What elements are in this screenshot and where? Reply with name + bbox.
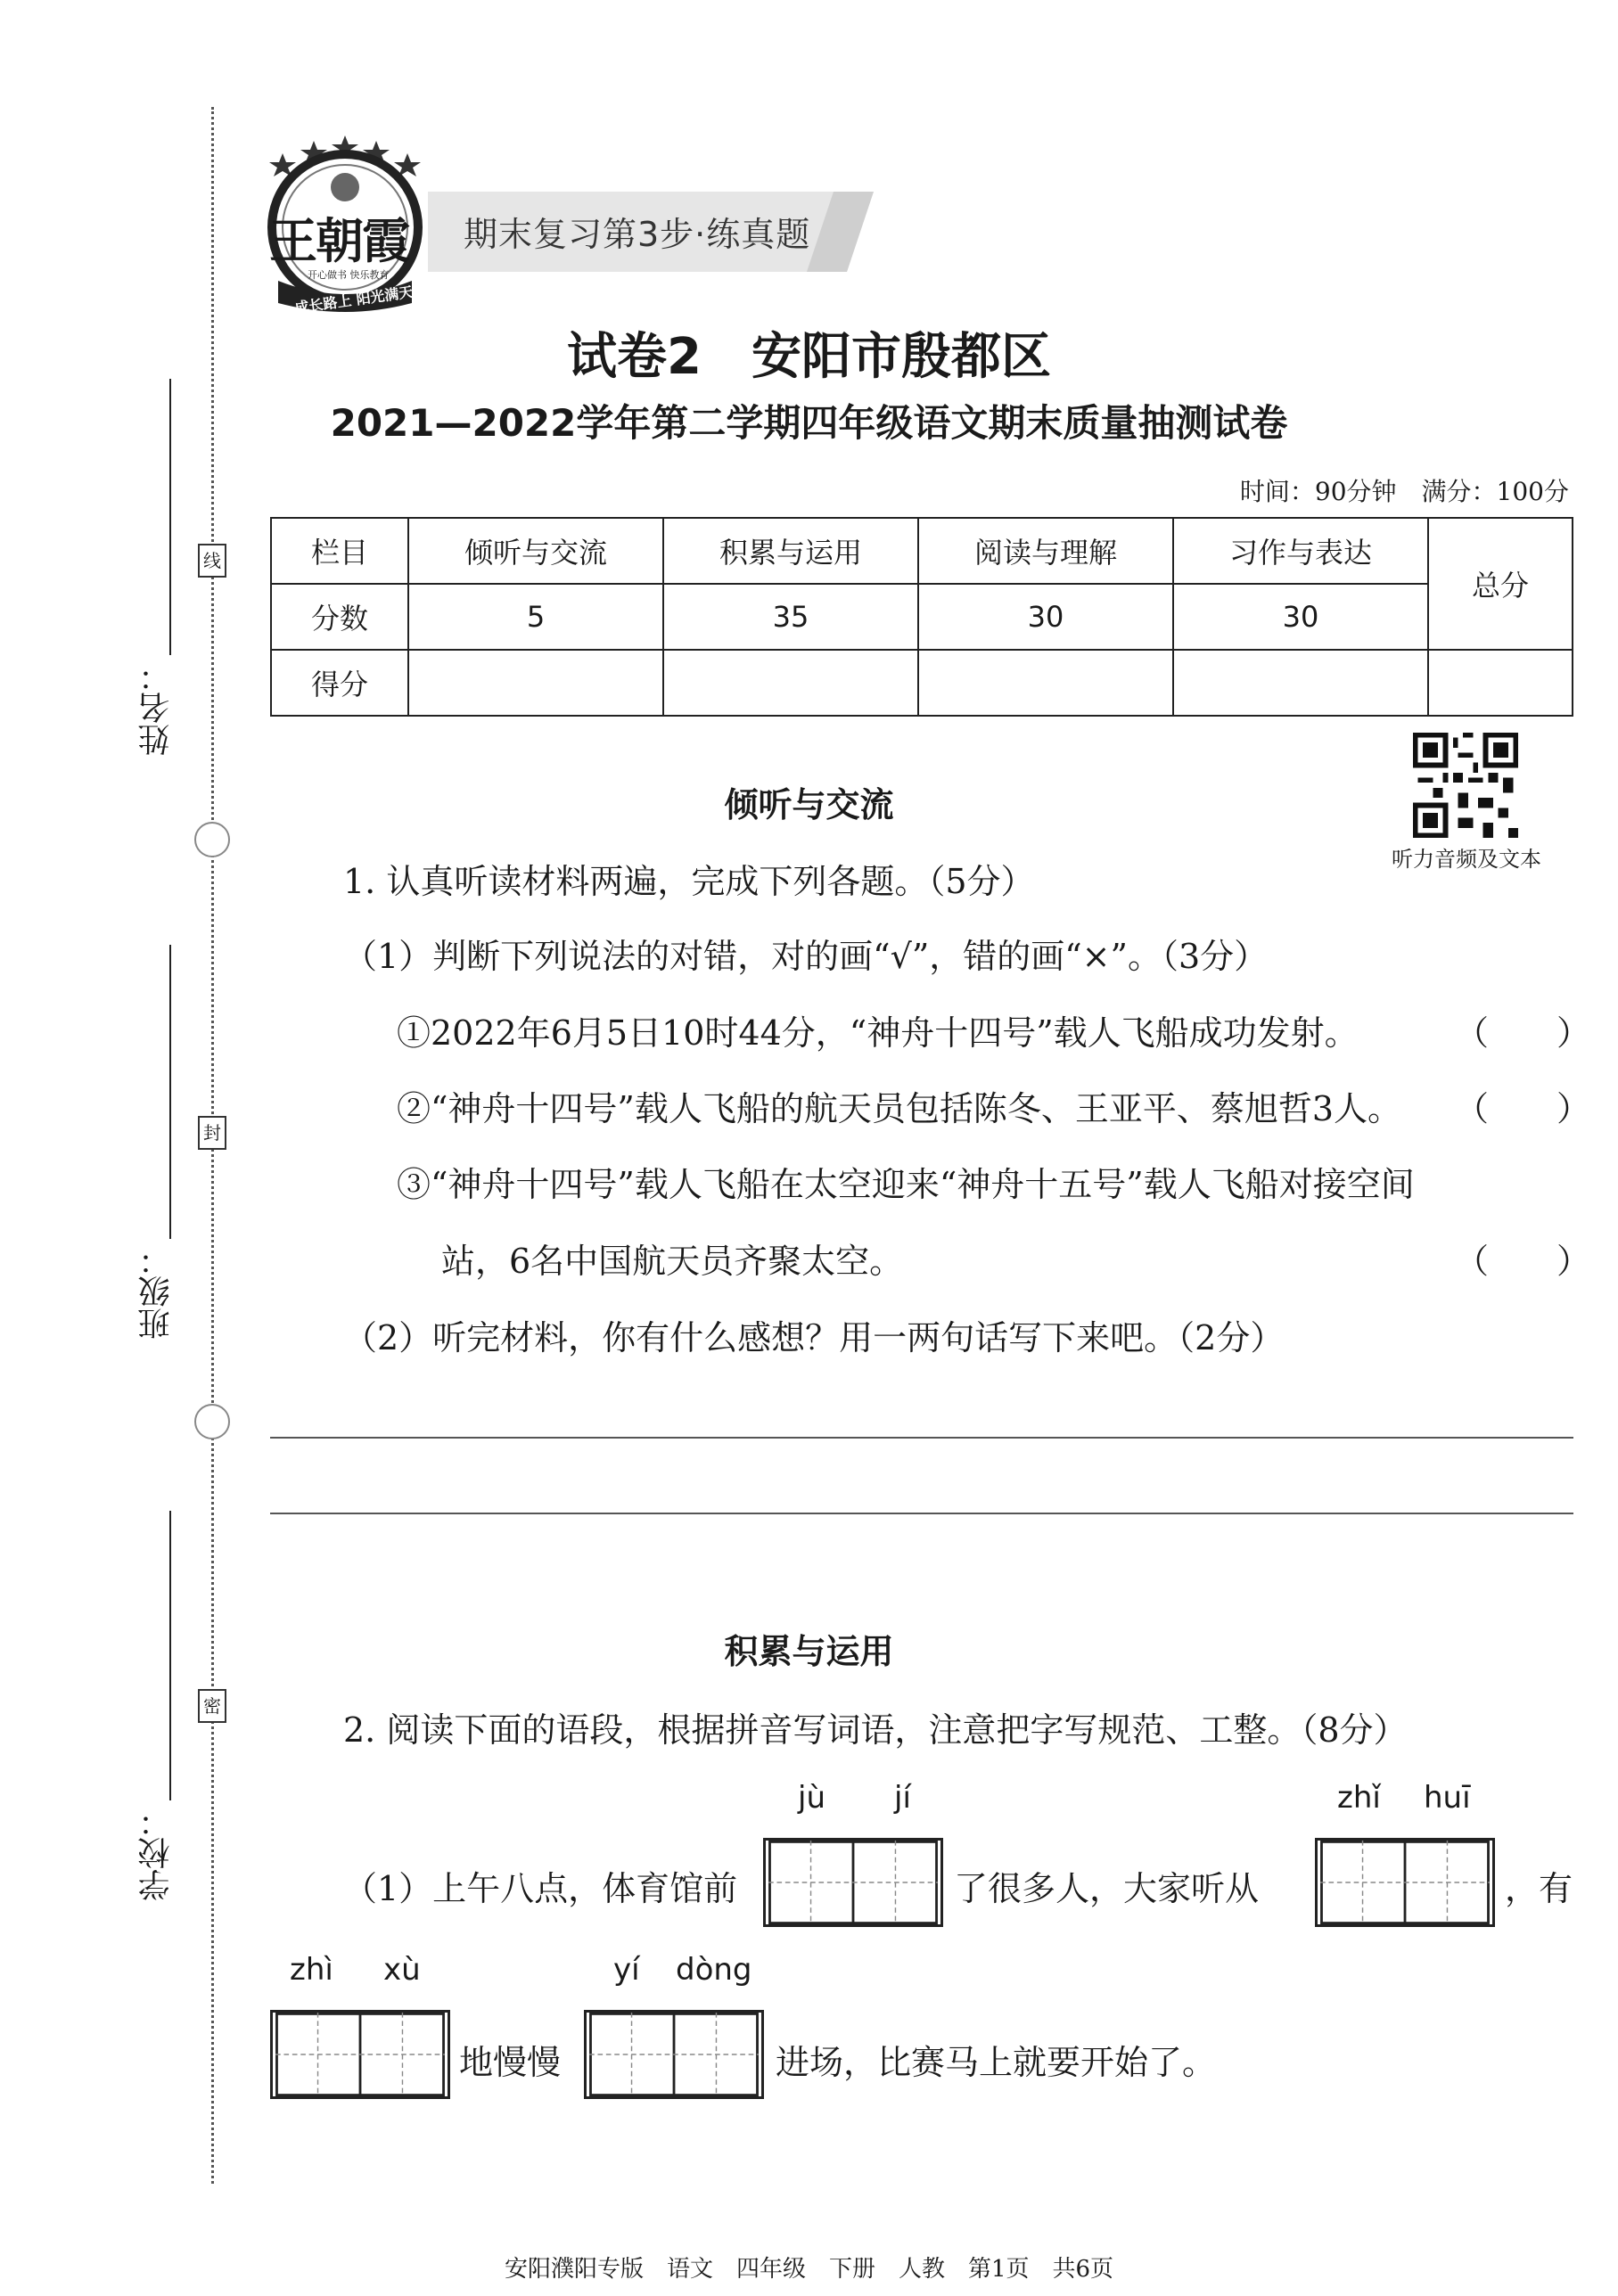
score-table bbox=[270, 517, 1573, 717]
score-input-cell[interactable] bbox=[663, 650, 918, 716]
class-write-line bbox=[169, 945, 171, 1239]
answer-parens[interactable]: （ ） bbox=[1455, 1089, 1591, 1128]
judge-item-3-cont: 站，6名中国航天员齐聚太空。 bbox=[441, 1242, 904, 1281]
fill-sentence-1b: 了很多人，大家听从 bbox=[954, 1869, 1260, 1908]
pinyin-label: jù bbox=[798, 1780, 825, 1816]
writing-grid[interactable] bbox=[1315, 1838, 1495, 1927]
seal-mark-line: 线 bbox=[198, 544, 226, 578]
answer-parens[interactable]: （ ） bbox=[1455, 1242, 1591, 1281]
section-heading-accumulation: 积累与运用 bbox=[724, 1632, 894, 1671]
fill-sentence-1c: ，有 bbox=[1505, 1869, 1573, 1908]
judge-item-3: ③“神舟十四号”载人飞船在太空迎来“神舟十五号”载人飞船对接空间 bbox=[397, 1165, 1415, 1204]
logo-slogan: 开心做书 快乐教育 bbox=[308, 269, 390, 281]
fill-sentence-2b: 进场，比赛马上就要开始了。 bbox=[776, 2043, 1217, 2082]
table-header-cell: 积累与运用 bbox=[663, 518, 918, 584]
table-cell: 35 bbox=[663, 584, 918, 650]
logo-ribbon: 成长路上 阳光满天 bbox=[293, 283, 415, 317]
table-row-label: 得分 bbox=[271, 650, 408, 716]
score-input-cell[interactable] bbox=[408, 650, 663, 716]
pinyin-label: zhì bbox=[290, 1952, 333, 1988]
table-header-cell: 习作与表达 bbox=[1173, 518, 1428, 584]
writing-grid[interactable] bbox=[763, 1838, 943, 1927]
question-2: 2. 阅读下面的语段，根据拼音写词语，注意把字写规范、工整。（8分） bbox=[343, 1710, 1408, 1750]
answer-write-line[interactable] bbox=[270, 1437, 1573, 1439]
pinyin-label: jí bbox=[894, 1780, 911, 1816]
seal-mark-seal: 封 bbox=[198, 1116, 226, 1150]
swirl-ornament-icon bbox=[194, 822, 230, 857]
pinyin-label: dòng bbox=[676, 1952, 752, 1988]
table-cell: 30 bbox=[918, 584, 1173, 650]
answer-write-line[interactable] bbox=[270, 1513, 1573, 1514]
table-cell: 30 bbox=[1173, 584, 1428, 650]
fill-sentence-2a: 地慢慢 bbox=[459, 2043, 562, 2082]
question-1: 1. 认真听读材料两遍，完成下列各题。（5分） bbox=[343, 862, 1035, 901]
page-subtitle: 2021—2022学年第二学期四年级语文期末质量抽测试卷 bbox=[330, 401, 1288, 445]
class-label: 班级： bbox=[138, 1243, 175, 1340]
table-header-cell: 阅读与理解 bbox=[918, 518, 1173, 584]
page-title: 试卷2 安阳市殷都区 bbox=[567, 328, 1051, 386]
swirl-ornament-icon bbox=[194, 1404, 230, 1439]
qr-caption: 听力音频及文本 bbox=[1392, 847, 1541, 872]
pinyin-label: xù bbox=[383, 1952, 421, 1988]
score-input-cell[interactable] bbox=[1173, 650, 1428, 716]
writing-grid[interactable] bbox=[270, 2010, 450, 2099]
total-input-cell[interactable] bbox=[1428, 650, 1573, 716]
name-label: 姓名： bbox=[138, 660, 175, 756]
writing-grid[interactable] bbox=[584, 2010, 764, 2099]
question-1-part-2: （2）听完材料，你有什么感想？用一两句话写下来吧。（2分） bbox=[343, 1318, 1285, 1357]
logo-name: 王朝霞 bbox=[269, 212, 408, 269]
judge-item-1: ①2022年6月5日10时44分，“神舟十四号”载人飞船成功发射。 bbox=[397, 1013, 1359, 1053]
seal-mark-secret: 密 bbox=[198, 1689, 226, 1723]
pinyin-label: yí bbox=[613, 1952, 640, 1988]
section-heading-listening: 倾听与交流 bbox=[724, 785, 894, 824]
school-label: 学校： bbox=[138, 1805, 175, 1901]
pinyin-label: huī bbox=[1424, 1780, 1471, 1816]
table-row-label: 分数 bbox=[271, 584, 408, 650]
table-header-cell: 倾听与交流 bbox=[408, 518, 663, 584]
table-total-label: 总分 bbox=[1428, 518, 1573, 650]
question-1-part-1: （1）判断下列说法的对错，对的画“√”，错的画“×”。（3分） bbox=[343, 937, 1269, 976]
review-step-banner: 期末复习第3步·练真题 bbox=[464, 215, 811, 254]
table-header-cell: 栏目 bbox=[271, 518, 408, 584]
exam-meta: 时间：90分钟 满分：100分 bbox=[1239, 477, 1569, 506]
pinyin-label: zhǐ bbox=[1337, 1780, 1381, 1816]
score-input-cell[interactable] bbox=[918, 650, 1173, 716]
judge-item-2: ②“神舟十四号”载人飞船的航天员包括陈冬、王亚平、蔡旭哲3人。 bbox=[397, 1089, 1402, 1128]
table-cell: 5 bbox=[408, 584, 663, 650]
page-footer: 安阳濮阳专版 语文 四年级 下册 人教 第1页 共6页 bbox=[504, 2256, 1114, 2283]
fill-sentence-1a: （1）上午八点，体育馆前 bbox=[343, 1869, 738, 1908]
answer-parens[interactable]: （ ） bbox=[1455, 1013, 1591, 1053]
